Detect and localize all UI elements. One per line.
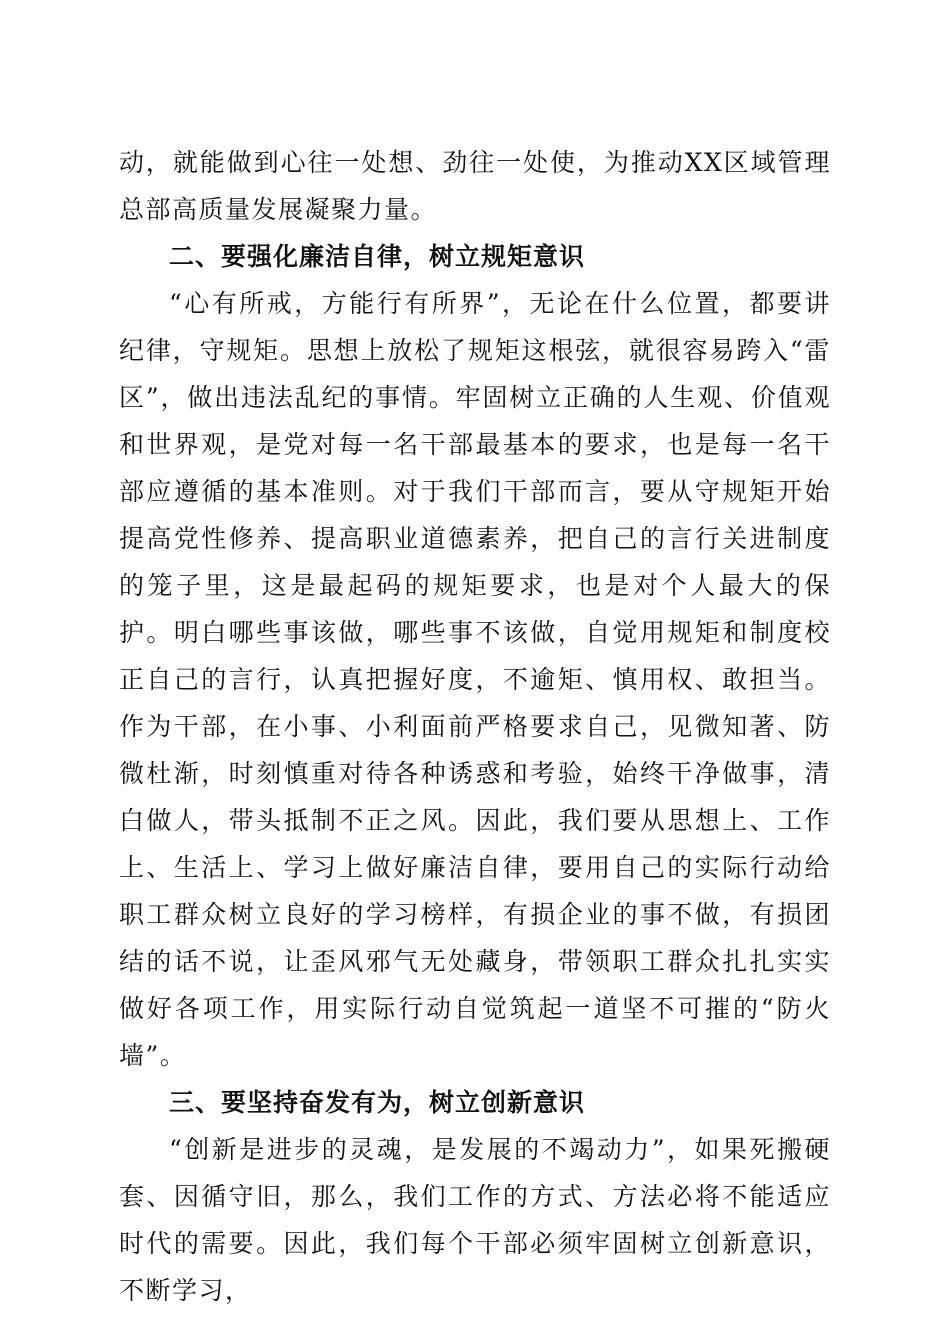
document-body [119, 139, 831, 1314]
section-heading-3: 三、要坚持奋发有为，树立创新意识 [169, 1088, 586, 1117]
section-heading-2: 二、要强化廉洁自律，树立规矩意识 [169, 242, 586, 271]
section-paragraph-3: “创新是进步的灵魂，是发展的不竭动力”，如果死搬硬套、因循守旧，那么，我们工作的方式、方法必将不能适应时代的需要。因此，我们每个干部必须牢固树立创新意识，不断学习， [119, 1135, 831, 1305]
section-paragraph-2: “心有所戒，方能行有所界”，无论在什么位置，都要讲纪律，守规矩。思想上放松了规矩这根弦，就很容易跨入“雷区”，做出违法乱纪的事情。牢固树立正确的人生观、价值观和世界观，是党对每一名干部最基本的要求，也是每一名干部应遵循的基本准则。对于我们干部而言，要从守规矩开始提高党性修养、提高职业道德素养，把自己的言行关进制度的笼子里，这是最起码的规矩要求，也是对个人最大的保护。明白哪些事该做，哪些事不该做，自觉用规矩和制度校正自己的言行，认真把握好度，不逾矩、慎用权、敢担当。作为干部，在小事、小利面前严格要求自己，见微知著、防微杜渐，时刻慎重对待各种诱惑和考验，始终干净做事，清白做人，带头抵制不正之风。因此，我们要从思想上、工作上、生活上、学习上做好廉洁自律，要用自己的实际行动给职工群众树立良好的学习榜样，有损企业的事不做，有损团结的话不说，让歪风邪气无处藏身，带领职工群众扎扎实实做好各项工作，用实际行动自觉筑起一道坚不可摧的“防火墙”。 [119, 289, 831, 1070]
paragraph-continuation: 动，就能做到心往一处想、劲往一处使，为推动XX区域管理总部高质量发展凝聚力量。 [119, 148, 831, 224]
